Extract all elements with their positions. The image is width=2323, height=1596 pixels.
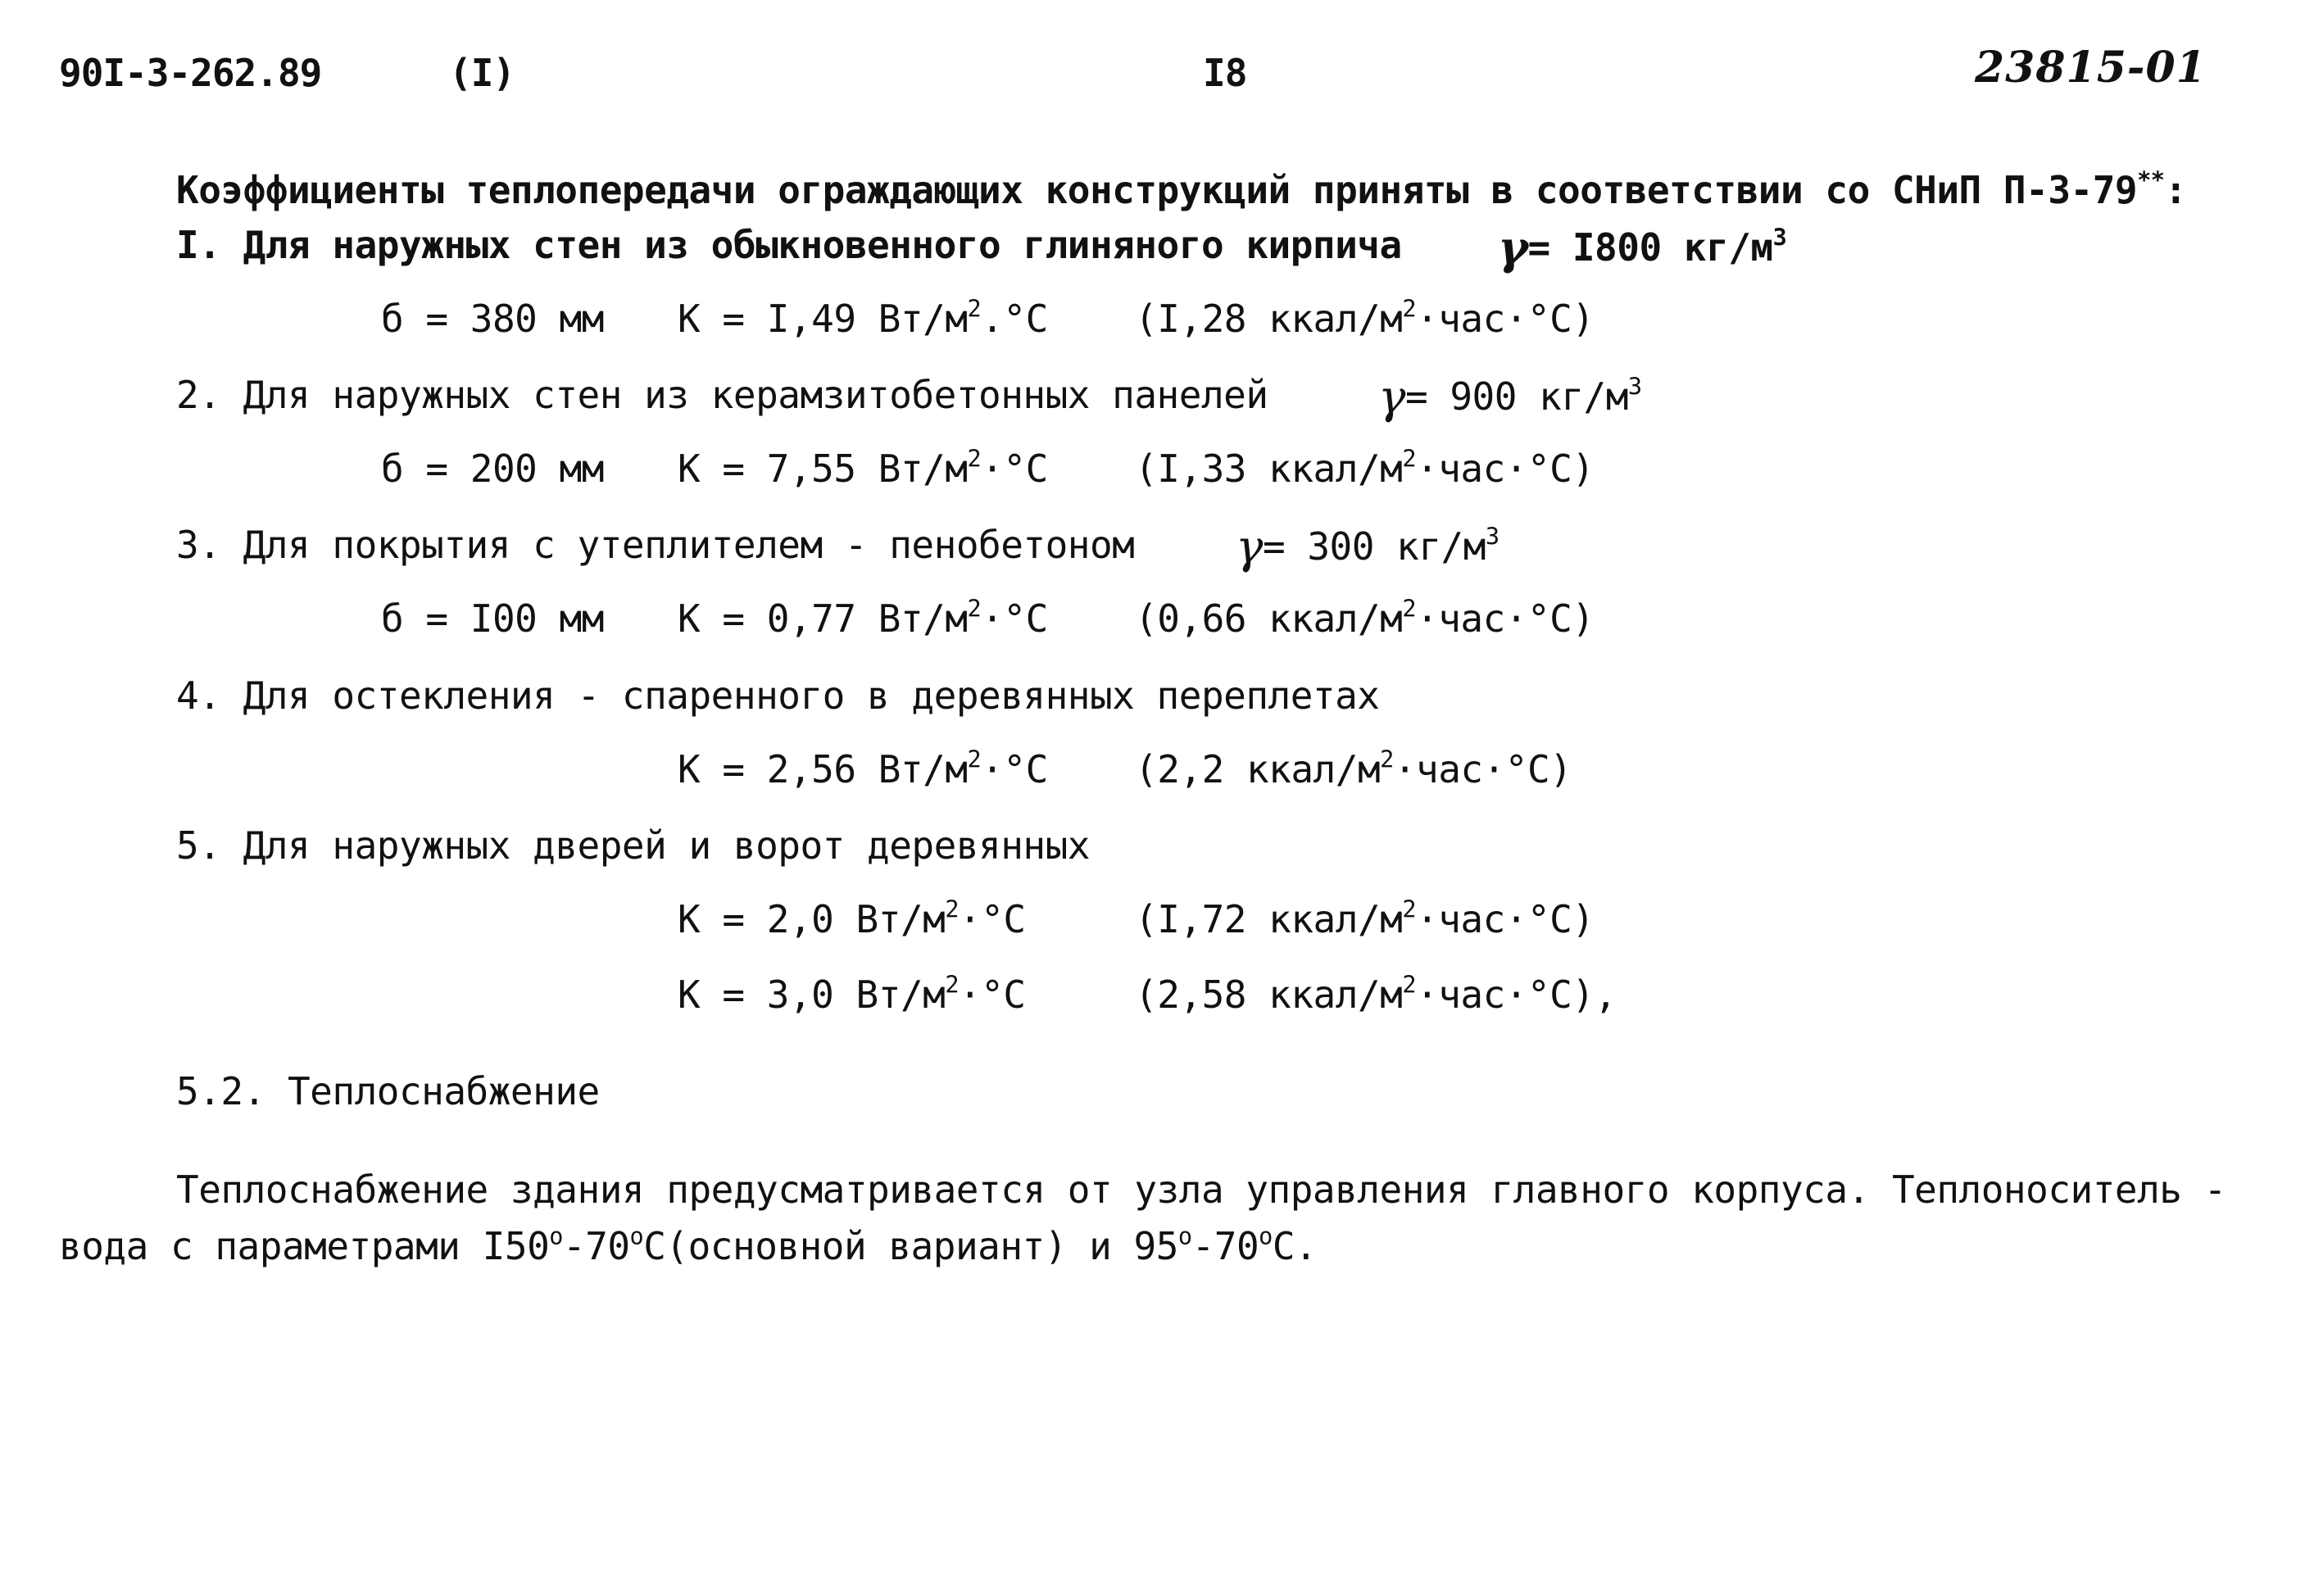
k-exp: 2: [967, 445, 982, 473]
kcal-unit: ·час·°С),: [1416, 973, 1617, 1017]
item-5-kcal-value-1: [1135, 897, 1595, 941]
item-4-title: Для остекления - спаренного в деревянных переплетах: [243, 673, 1380, 718]
item-2-kcal-value: [1135, 447, 1595, 491]
item-2-k-value: [678, 447, 1048, 491]
item-1-number: I.: [176, 223, 221, 267]
k-text: К = 0,77 Вт/м: [678, 596, 968, 641]
item-3-thickness: б = I00 мм: [381, 596, 604, 641]
item-1-density-value: = I800 кг/м: [1527, 225, 1773, 270]
item-4-kcal-value: [1135, 747, 1572, 791]
k-exp: 2: [945, 971, 960, 999]
item-2-thickness: б = 200 мм: [381, 447, 604, 491]
k-exp: 2: [967, 295, 982, 323]
kcal-text: (2,2 ккал/м: [1135, 747, 1381, 791]
item-3-density-value: = 300 кг/м: [1262, 524, 1486, 569]
degree-mark: о: [629, 1222, 644, 1250]
kcal-unit: ·час·°С): [1416, 447, 1595, 491]
k-unit: ·°С: [981, 447, 1048, 491]
page-number: I8: [1203, 51, 1247, 95]
paragraph-line-1: Теплоснабжение здания предусматривается от узла управления главного корпуса. Теплоноситель -: [176, 1168, 2226, 1212]
item-1-heading: [176, 223, 1402, 267]
k-unit: .°С: [981, 297, 1048, 341]
item-1-thickness: б = 380 мм: [381, 297, 604, 341]
item-3-k-value: [678, 596, 1048, 641]
k-unit: ·°С: [959, 897, 1026, 941]
kcal-exp: 2: [1402, 595, 1417, 623]
item-5-heading: [176, 823, 1090, 868]
item-2-density-exp: 3: [1627, 373, 1642, 401]
gamma-symbol: γ: [1498, 221, 1528, 275]
item-5-k-value-1: [678, 897, 1026, 941]
item-3-density-exp: 3: [1485, 523, 1500, 551]
k-unit: ·°С: [981, 596, 1048, 641]
item-4-k-value: [678, 747, 1048, 791]
intro-text: [176, 168, 2187, 212]
item-1-kcal-value: [1135, 297, 1595, 341]
item-2-density: [1378, 368, 1642, 424]
item-5-k-value-2: [678, 973, 1026, 1017]
kcal-unit: ·час·°С): [1393, 747, 1572, 791]
doc-part: (I): [449, 51, 515, 95]
item-3-heading: [176, 523, 1134, 567]
item-2-title: Для наружных стен из керамзитобетонных панелей: [243, 373, 1268, 417]
k-unit: ·°С: [981, 747, 1048, 791]
kcal-text: (I,33 ккал/м: [1135, 447, 1403, 491]
k-text: К = 7,55 Вт/м: [678, 447, 968, 491]
paragraph-text: -70: [562, 1224, 630, 1268]
kcal-exp: 2: [1402, 971, 1417, 999]
section-heading: [176, 1069, 600, 1113]
item-5-number: 5.: [176, 823, 221, 868]
kcal-exp: 2: [1402, 895, 1417, 923]
item-2-number: 2.: [176, 373, 221, 417]
item-5-kcal-value-2: [1135, 973, 1617, 1017]
kcal-unit: ·час·°С): [1416, 596, 1595, 641]
kcal-text: (I,72 ккал/м: [1135, 897, 1403, 941]
item-3-number: 3.: [176, 523, 221, 567]
kcal-exp: 2: [1380, 746, 1394, 773]
intro-tail: :: [2164, 168, 2187, 212]
item-3-density: [1236, 518, 1500, 574]
item-2-heading: [176, 373, 1268, 417]
item-4-heading: [176, 673, 1380, 718]
k-text: К = 2,56 Вт/м: [678, 747, 968, 791]
gamma-symbol: γ: [1236, 521, 1263, 574]
kcal-unit: ·час·°С): [1416, 297, 1595, 341]
section-title: Теплоснабжение: [287, 1069, 600, 1113]
paragraph-text: вода с параметрами I50: [59, 1224, 550, 1268]
degree-mark: о: [1259, 1222, 1273, 1250]
item-1-k-value: [678, 297, 1048, 341]
kcal-exp: 2: [1402, 445, 1417, 473]
k-text: К = 3,0 Вт/м: [678, 973, 946, 1017]
k-text: К = 2,0 Вт/м: [678, 897, 946, 941]
k-exp: 2: [967, 746, 982, 773]
item-2-density-value: = 900 кг/м: [1404, 374, 1628, 419]
item-4-number: 4.: [176, 673, 221, 718]
intro-superscript: **: [2137, 166, 2165, 194]
degree-mark: о: [1177, 1222, 1192, 1250]
item-5-title: Для наружных дверей и ворот деревянных: [243, 823, 1090, 868]
intro-main: Коэффициенты теплопередачи ограждающих конструкций приняты в соответствии со СНиП П-3-79: [176, 168, 2138, 212]
degree-mark: о: [549, 1222, 563, 1250]
item-1-density: [1498, 218, 1787, 275]
inventory-number: 23815-01: [1975, 43, 2207, 93]
item-1-density-exp: 3: [1772, 224, 1787, 252]
item-3-kcal-value: [1135, 596, 1595, 641]
kcal-text: (2,58 ккал/м: [1135, 973, 1403, 1017]
k-text: К = I,49 Вт/м: [678, 297, 968, 341]
k-unit: ·°С: [959, 973, 1026, 1017]
paragraph-text: С.: [1272, 1224, 1318, 1268]
k-exp: 2: [945, 895, 960, 923]
kcal-text: (I,28 ккал/м: [1135, 297, 1403, 341]
doc-code: 90I-3-262.89: [59, 51, 322, 95]
paragraph-line-2: [59, 1224, 1317, 1268]
k-exp: 2: [967, 595, 982, 623]
kcal-exp: 2: [1402, 295, 1417, 323]
paragraph-text: С(основной вариант) и 95: [643, 1224, 1178, 1268]
kcal-text: (0,66 ккал/м: [1135, 596, 1403, 641]
section-number: 5.2.: [176, 1069, 265, 1113]
item-3-title: Для покрытия с утеплителем - пенобетоном: [243, 523, 1135, 567]
paragraph-text: -70: [1191, 1224, 1259, 1268]
kcal-unit: ·час·°С): [1416, 897, 1595, 941]
item-1-title: Для наружных стен из обыкновенного глиняного кирпича: [243, 223, 1402, 267]
gamma-symbol: γ: [1378, 371, 1405, 424]
